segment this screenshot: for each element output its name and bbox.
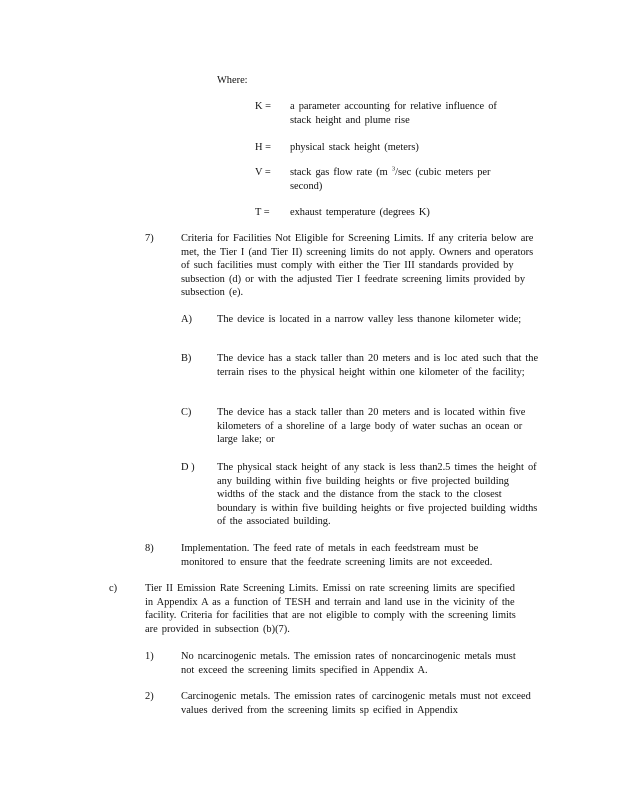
definition-text-v	[290, 166, 522, 193]
section-c-1-text: No ncarcinogenic metals. The emission rates of noncarcinogenic metals must not exceed the screening limits specified in Appendix A.	[181, 651, 516, 676]
definition-text-h: physical stack height (meters)	[290, 142, 419, 153]
section-c-text: Tier II Emission Rate Screening Limits. Emissi on rate screening limits are specified in Appendix A as a function of TESH and terrain and land use in the vicinity of the facility. Criteria for facilities that are not eligible to comply with the screening limits are provided in subsection (b)(7).	[145, 583, 516, 635]
definition-text-k: a parameter accounting for relative influence of stack height and plume rise	[290, 101, 497, 126]
item-7c-label: C)	[181, 407, 192, 418]
definition-term-k: K =	[255, 101, 271, 112]
item-7d-label: D )	[181, 462, 195, 473]
section-c-label: c)	[109, 583, 118, 594]
superscript-3: 3	[391, 165, 396, 173]
item-7-label: 7)	[145, 233, 154, 244]
item-7d-text: The physical stack height of any stack is less than2.5 times the height of any building within five building heights or five projected building widths of the stack and the distance from the stack to the closest boundary is within five building heights or five projected building widths of the associated building.	[217, 462, 538, 528]
item-7-text: Criteria for Facilities Not Eligible for Screening Limits. If any criteria below are met, the Tier I (and Tier II) screening limits do not apply. Owners and operators of such facilities must comply with either the Tier III standards provided by subsection (d) or with the adjusted Tier I feedrate screening limits provided by subsection (e).	[181, 233, 534, 299]
section-c-2-text: Carcinogenic metals. The emission rates of carcinogenic metals must not exceed values derived from the screening limits sp ecified in Appendix	[181, 691, 531, 716]
item-7c-text: The device has a stack taller than 20 meters and is located within five kilometers of a shoreline of a large body of water suchas an ocean or large lake; or	[217, 407, 526, 446]
definition-term-v: V =	[255, 167, 271, 178]
item-8-label: 8)	[145, 543, 154, 554]
definition-text-t: exhaust temperature (degrees K)	[290, 207, 430, 218]
item-7a-label: A)	[181, 314, 192, 325]
definition-term-h: H =	[255, 142, 271, 153]
item-8-text: Implementation. The feed rate of metals in each feedstream must be monitored to ensure that the feedrate screening limits are not exceeded.	[181, 543, 493, 568]
item-7b-text: The device has a stack taller than 20 meters and is loc ated such that the terrain rises to the physical height within one kilometer of the facility;	[217, 353, 539, 378]
item-7a-text: The device is located in a narrow valley less thanone kilometer wide;	[217, 314, 522, 325]
item-7b-label: B)	[181, 353, 192, 364]
section-c-1-label: 1)	[145, 651, 154, 662]
definition-text-v-before: stack gas flow rate (m	[290, 167, 392, 178]
definition-text-v-after: /sec (cubic meters per second)	[290, 167, 491, 192]
where-label: Where:	[217, 75, 248, 86]
section-c-2-label: 2)	[145, 691, 154, 702]
definition-term-t: T =	[255, 207, 270, 218]
